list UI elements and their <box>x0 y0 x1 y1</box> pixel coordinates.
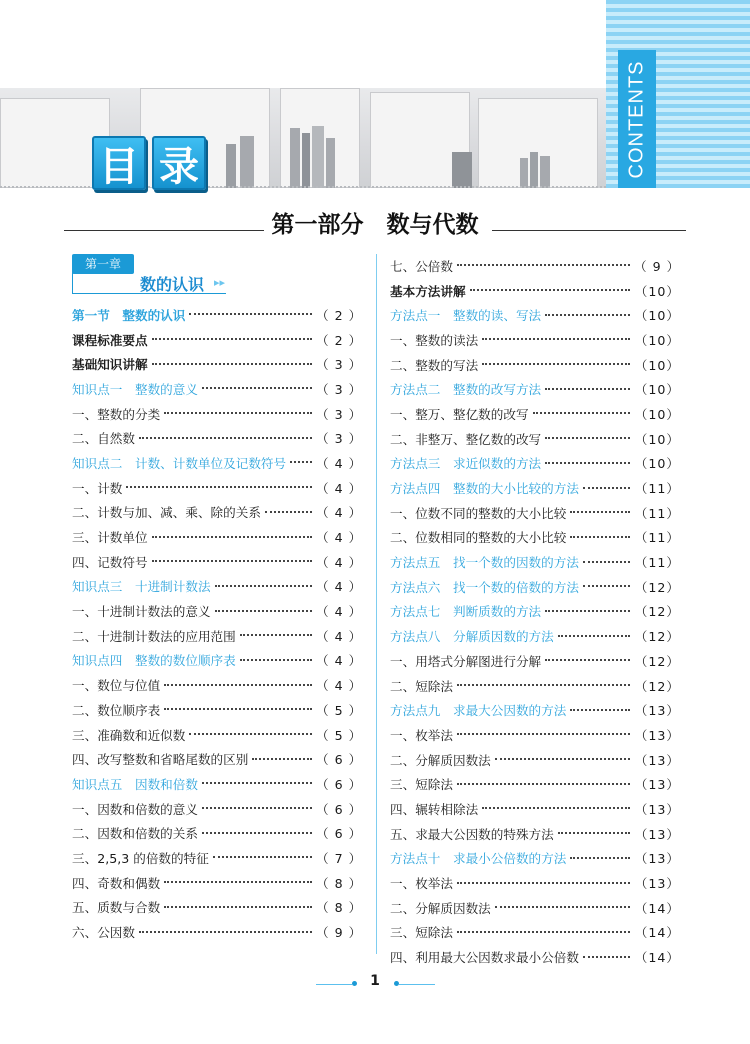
toc-entry-page: （11） <box>634 555 680 571</box>
toc-entry-page: （12） <box>634 678 680 694</box>
chapter-badge: 第一章 <box>72 254 134 274</box>
toc-leader-dots <box>126 486 312 488</box>
title-char-1: 目 <box>92 136 146 190</box>
toc-leader-dots <box>139 437 312 439</box>
toc-entry[interactable] <box>390 796 680 821</box>
toc-leader-dots <box>545 462 630 464</box>
toc-entry-page: （ 6 ） <box>316 826 363 842</box>
toc-leader-dots <box>457 264 630 266</box>
toc-entry-label: 方法点八 分解质因数的方法 <box>390 629 554 645</box>
toc-entry[interactable] <box>72 648 362 673</box>
toc-leader-dots <box>152 536 312 538</box>
toc-leader-dots <box>545 659 630 661</box>
column-divider <box>376 254 377 954</box>
toc-leader-dots <box>482 338 630 340</box>
page-number: 1 <box>370 973 380 989</box>
toc-entry-label: 三、短除法 <box>390 925 453 941</box>
toc-entry-label: 一、枚举法 <box>390 876 453 892</box>
toc-entry[interactable] <box>72 672 362 697</box>
chapter-arrow-icon: ▸▸ <box>214 276 226 289</box>
toc-entry[interactable] <box>390 475 680 500</box>
toc-entry-label: 一、整数的分类 <box>72 406 161 422</box>
toc-entry[interactable] <box>72 574 362 599</box>
toc-leader-dots <box>470 289 630 291</box>
toc-entry[interactable] <box>72 500 362 525</box>
toc-leader-dots <box>189 733 312 735</box>
toc-entry-page: （ 2 ） <box>316 307 363 323</box>
toc-entry-page: （11） <box>634 481 680 497</box>
toc-entry-label: 知识点四 整数的数位顺序表 <box>72 653 236 669</box>
toc-leader-dots <box>213 856 312 858</box>
toc-entry[interactable] <box>72 351 362 376</box>
toc-entry[interactable] <box>390 673 680 698</box>
toc-leader-dots <box>202 782 312 784</box>
toc-entry[interactable] <box>390 327 680 352</box>
toc-entry[interactable] <box>72 376 362 401</box>
toc-entry-label: 方法点十 求最小公倍数的方法 <box>390 851 567 867</box>
toc-entry-label: 方法点四 整数的大小比较的方法 <box>390 481 579 497</box>
toc-entry-label: 知识点三 十进制计数法 <box>72 579 211 595</box>
toc-entry-page: （ 4 ） <box>316 455 363 471</box>
toc-leader-dots <box>545 437 630 439</box>
toc-entry-page: （ 3 ） <box>316 381 363 397</box>
toc-entry-label: 二、整数的写法 <box>390 357 479 373</box>
toc-leader-dots <box>152 338 312 340</box>
toc-leader-dots <box>202 832 312 834</box>
toc-entry[interactable] <box>390 451 680 476</box>
toc-entry-label: 方法点六 找一个数的倍数的方法 <box>390 579 579 595</box>
toc-entry[interactable] <box>390 846 680 871</box>
toc-leader-dots <box>570 709 630 711</box>
toc-entry-label: 五、求最大公因数的特殊方法 <box>390 826 554 842</box>
toc-entry-label: 二、分解质因数法 <box>390 752 491 768</box>
toc-entry[interactable] <box>72 425 362 450</box>
toc-leader-dots <box>583 585 630 587</box>
toc-entry-page: （ 4 ） <box>316 530 363 546</box>
toc-entry-page: （10） <box>634 357 680 373</box>
toc-entry-page: （10） <box>634 308 680 324</box>
toc-entry[interactable] <box>72 697 362 722</box>
toc-entry-label: 四、辗转相除法 <box>390 801 479 817</box>
part-rule-right <box>492 230 686 231</box>
toc-entry-page: （ 4 ） <box>316 554 363 570</box>
toc-entry[interactable] <box>72 302 362 327</box>
toc-entry-label: 方法点五 找一个数的因数的方法 <box>390 555 579 571</box>
toc-entry-page: （ 6 ） <box>316 776 363 792</box>
toc-leader-dots <box>202 387 312 389</box>
title-char-2: 录 <box>152 136 206 190</box>
toc-entry-page: （ 5 ） <box>316 727 363 743</box>
toc-entry-page: （10） <box>634 431 680 447</box>
toc-entry-label: 方法点一 整数的读、写法 <box>390 308 542 324</box>
toc-entry[interactable] <box>72 475 362 500</box>
toc-entry[interactable] <box>390 821 680 846</box>
toc-entry[interactable] <box>72 845 362 870</box>
toc-leader-dots <box>482 363 630 365</box>
toc-entry-page: （ 4 ） <box>316 628 363 644</box>
toc-entry-page: （10） <box>634 283 680 299</box>
toc-entry[interactable] <box>72 524 362 549</box>
toc-entry-page: （13） <box>634 826 680 842</box>
toc-entry-label: 三、短除法 <box>390 777 453 793</box>
toc-entry-page: （12） <box>634 653 680 669</box>
toc-entry-label: 三、准确数和近似数 <box>72 727 186 743</box>
toc-entry-page: （14） <box>634 925 680 941</box>
toc-entry-label: 知识点一 整数的意义 <box>72 381 198 397</box>
toc-entry-label: 一、位数不同的整数的大小比较 <box>390 505 567 521</box>
toc-entry-label: 方法点七 判断质数的方法 <box>390 604 542 620</box>
toc-entry[interactable] <box>390 376 680 401</box>
toc-leader-dots <box>457 882 630 884</box>
toc-entry-page: （ 3 ） <box>316 431 363 447</box>
toc-entry[interactable] <box>390 574 680 599</box>
toc-leader-dots <box>164 881 312 883</box>
toc-entry[interactable] <box>390 722 680 747</box>
toc-entry[interactable] <box>390 426 680 451</box>
toc-entry-page: （ 8 ） <box>316 875 363 891</box>
footer-rule-left <box>316 984 352 985</box>
toc-entry-page: （ 9 ） <box>316 925 363 941</box>
toc-entry-page: （ 4 ） <box>316 653 363 669</box>
contents-label-wrap <box>618 50 656 188</box>
toc-entry-label: 方法点三 求近似数的方法 <box>390 456 542 472</box>
toc-leader-dots <box>545 314 630 316</box>
toc-leader-dots <box>457 684 630 686</box>
toc-entry-label: 二、非整万、整亿数的改写 <box>390 431 542 447</box>
toc-entry-label: 五、质数与合数 <box>72 900 161 916</box>
toc-entry-page: （10） <box>634 456 680 472</box>
toc-entry[interactable] <box>390 895 680 920</box>
toc-entry-label: 方法点九 求最大公因数的方法 <box>390 703 567 719</box>
toc-entry[interactable] <box>390 401 680 426</box>
toc-entry-label: 六、公因数 <box>72 925 135 941</box>
toc-leader-dots <box>265 511 312 513</box>
toc-entry[interactable] <box>390 549 680 574</box>
toc-entry-page: （14） <box>634 950 680 966</box>
shelf-decoration <box>478 98 598 188</box>
toc-entry-label: 知识点二 计数、计数单位及记数符号 <box>72 455 287 471</box>
toc-entry[interactable] <box>72 895 362 920</box>
contents-label: CONTENTS <box>625 60 648 178</box>
toc-entry-label: 二、分解质因数法 <box>390 900 491 916</box>
toc-entry-page: （ 5 ） <box>316 702 363 718</box>
toc-leader-dots <box>189 313 312 315</box>
toc-entry-page: （12） <box>634 579 680 595</box>
toc-entry[interactable] <box>390 747 680 772</box>
toc-entry[interactable] <box>390 648 680 673</box>
toc-entry-page: （ 4 ） <box>316 505 363 521</box>
toc-entry-label: 知识点五 因数和倍数 <box>72 776 198 792</box>
toc-entry-page: （13） <box>634 876 680 892</box>
toc-entry-page: （ 4 ） <box>316 604 363 620</box>
toc-entry[interactable] <box>72 722 362 747</box>
toc-leader-dots <box>583 487 630 489</box>
toc-entry[interactable] <box>72 746 362 771</box>
toc-entry[interactable] <box>72 450 362 475</box>
toc-leader-dots <box>290 461 312 463</box>
toc-entry-label: 二、数位顺序表 <box>72 702 161 718</box>
toc-leader-dots <box>570 536 630 538</box>
toc-leader-dots <box>545 388 630 390</box>
toc-entry-page: （ 4 ） <box>316 480 363 496</box>
toc-leader-dots <box>152 363 312 365</box>
toc-entry-label: 七、公倍数 <box>390 258 453 274</box>
toc-entry[interactable] <box>390 352 680 377</box>
toc-leader-dots <box>240 634 312 636</box>
toc-entry-label: 四、改写整数和省略尾数的区别 <box>72 752 249 768</box>
toc-entry[interactable] <box>390 944 680 969</box>
toc-entry-label: 三、计数单位 <box>72 530 148 546</box>
toc-entry-page: （ 3 ） <box>316 406 363 422</box>
toc-entry[interactable] <box>72 327 362 352</box>
toc-entry-page: （13） <box>634 727 680 743</box>
toc-entry-label: 四、记数符号 <box>72 554 148 570</box>
toc-leader-dots <box>164 906 312 908</box>
toc-leader-dots <box>164 684 312 686</box>
toc-entry-page: （ 4 ） <box>316 579 363 595</box>
toc-entry[interactable] <box>390 623 680 648</box>
toc-leader-dots <box>583 956 630 958</box>
toc-leader-dots <box>139 931 312 933</box>
toc-entry[interactable] <box>390 697 680 722</box>
toc-entry-page: （11） <box>634 530 680 546</box>
part-title: 第一部分 数与代数 <box>271 212 479 238</box>
toc-entry-label: 二、自然数 <box>72 431 135 447</box>
toc-leader-dots <box>495 906 630 908</box>
toc-entry-label: 一、数位与位值 <box>72 678 161 694</box>
toc-entry-label: 一、十进制计数法的意义 <box>72 604 211 620</box>
toc-entry-page: （13） <box>634 777 680 793</box>
toc-entry-label: 一、因数和倍数的意义 <box>72 801 198 817</box>
toc-entry-page: （ 9 ） <box>634 258 681 274</box>
toc-entry-label: 基础知识讲解 <box>72 357 148 373</box>
toc-entry[interactable] <box>390 599 680 624</box>
toc-entry-label: 课程标准要点 <box>72 332 148 348</box>
toc-leader-dots <box>240 659 312 661</box>
toc-entry-page: （12） <box>634 629 680 645</box>
toc-entry[interactable] <box>390 500 680 525</box>
toc-leader-dots <box>570 511 630 513</box>
toc-entry-page: （ 3 ） <box>316 357 363 373</box>
toc-entry[interactable] <box>72 549 362 574</box>
toc-entry-label: 二、位数相同的整数的大小比较 <box>390 530 567 546</box>
toc-entry[interactable] <box>390 870 680 895</box>
toc-entry-label: 二、计数与加、减、乘、除的关系 <box>72 505 261 521</box>
toc-entry-label: 二、因数和倍数的关系 <box>72 826 198 842</box>
toc-entry-label: 三、2,5,3 的倍数的特征 <box>72 850 209 866</box>
toc-entry-label: 四、利用最大公因数求最小公倍数 <box>390 950 579 966</box>
toc-leader-dots <box>164 412 312 414</box>
toc-entry-page: （ 7 ） <box>316 850 363 866</box>
toc-entry-page: （13） <box>634 703 680 719</box>
footer-rule-right <box>399 984 435 985</box>
toc-leader-dots <box>545 610 630 612</box>
toc-entry-label: 第一节 整数的认识 <box>72 307 186 323</box>
toc-leader-dots <box>570 857 630 859</box>
toc-entry[interactable] <box>390 278 680 303</box>
toc-entry-page: （13） <box>634 752 680 768</box>
toc-leader-dots <box>152 560 312 562</box>
toc-entry-page: （14） <box>634 900 680 916</box>
toc-entry[interactable] <box>72 771 362 796</box>
toc-entry-page: （10） <box>634 382 680 398</box>
toc-entry-label: 二、短除法 <box>390 678 453 694</box>
toc-leader-dots <box>164 708 312 710</box>
toc-entry-label: 一、用塔式分解图进行分解 <box>390 653 542 669</box>
toc-entry-label: 一、枚举法 <box>390 727 453 743</box>
toc-entry[interactable] <box>390 302 680 327</box>
toc-entry-label: 二、十进制计数法的应用范围 <box>72 628 236 644</box>
toc-left-column <box>72 302 362 944</box>
chapter-name: 数的认识 <box>140 275 205 294</box>
toc-entry[interactable] <box>72 623 362 648</box>
toc-entry-label: 方法点二 整数的改写方法 <box>390 382 542 398</box>
toc-entry[interactable] <box>390 253 680 278</box>
toc-entry-label: 一、计数 <box>72 480 123 496</box>
toc-entry-page: （13） <box>634 851 680 867</box>
toc-leader-dots <box>558 832 630 834</box>
toc-leader-dots <box>583 561 630 563</box>
toc-entry[interactable] <box>72 796 362 821</box>
toc-entry[interactable] <box>72 598 362 623</box>
toc-right-column <box>390 253 680 969</box>
toc-entry-page: （ 2 ） <box>316 332 363 348</box>
toc-entry-page: （13） <box>634 801 680 817</box>
toc-entry-label: 基本方法讲解 <box>390 283 466 299</box>
toc-entry-page: （ 6 ） <box>316 801 363 817</box>
toc-entry-page: （ 8 ） <box>316 900 363 916</box>
toc-leader-dots <box>202 807 312 809</box>
toc-leader-dots <box>558 635 630 637</box>
toc-entry[interactable] <box>72 820 362 845</box>
toc-entry-page: （10） <box>634 406 680 422</box>
toc-entry-page: （12） <box>634 604 680 620</box>
toc-entry-label: 一、整万、整亿数的改写 <box>390 406 529 422</box>
toc-entry-page: （11） <box>634 505 680 521</box>
toc-leader-dots <box>457 931 630 933</box>
toc-entry-page: （10） <box>634 332 680 348</box>
toc-entry-page: （ 6 ） <box>316 752 363 768</box>
toc-leader-dots <box>457 783 630 785</box>
toc-leader-dots <box>252 758 312 760</box>
toc-leader-dots <box>495 758 630 760</box>
toc-entry-label: 四、奇数和偶数 <box>72 875 161 891</box>
toc-leader-dots <box>533 412 630 414</box>
toc-entry[interactable] <box>72 919 362 944</box>
toc-leader-dots <box>457 733 630 735</box>
toc-entry-page: （ 4 ） <box>316 678 363 694</box>
toc-leader-dots <box>482 807 630 809</box>
toc-leader-dots <box>215 585 312 587</box>
toc-entry[interactable] <box>390 525 680 550</box>
toc-entry[interactable] <box>72 401 362 426</box>
toc-entry[interactable] <box>390 771 680 796</box>
toc-entry-label: 一、整数的读法 <box>390 332 479 348</box>
toc-leader-dots <box>215 610 312 612</box>
toc-entry[interactable] <box>390 920 680 945</box>
toc-entry[interactable] <box>72 870 362 895</box>
